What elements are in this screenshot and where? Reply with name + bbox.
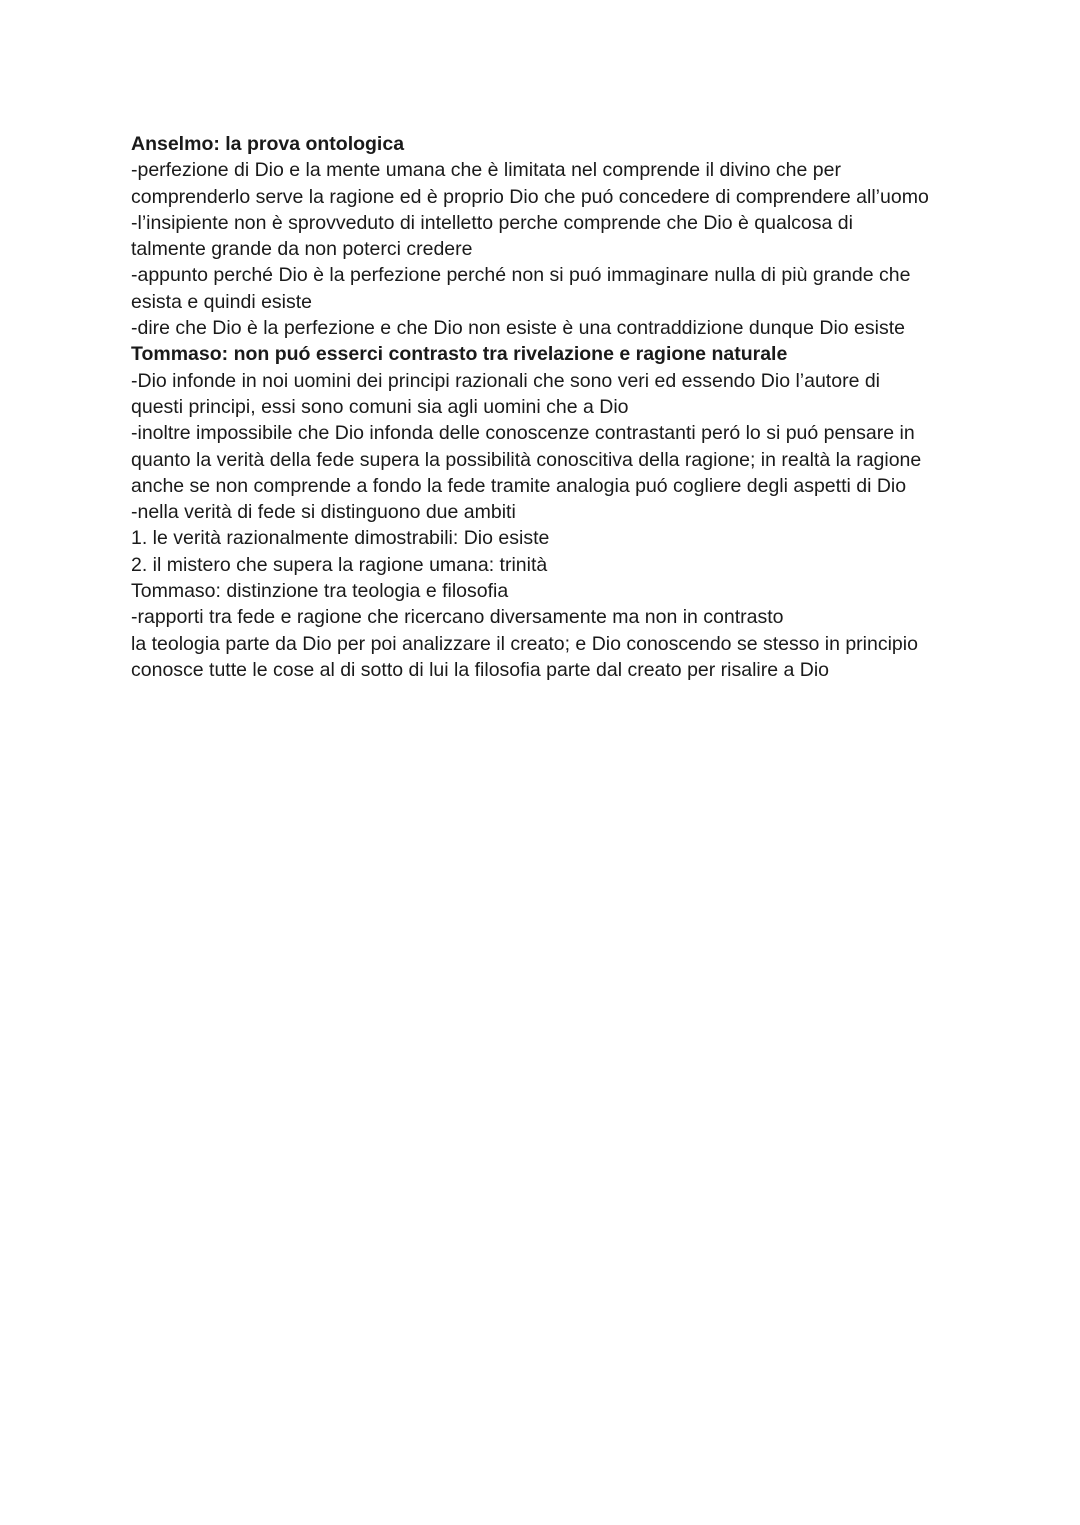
text-line: -Dio infonde in noi uomini dei principi razionali che sono veri ed essendo Dio l’autore di [131,369,881,392]
subheading-tommaso: Tommaso: distinzione tra teologia e filosofia [131,580,509,603]
text-line: -perfezione di Dio e la mente umana che è limitata nel comprende il divino che per [131,159,841,182]
list-item: 2. il mistero che supera la ragione umana: trinità [131,553,548,576]
text-line: questi principi, essi sono comuni sia agli uomini che a Dio [131,395,629,418]
text-line: anche se non comprende a fondo la fede tramite analogia puó cogliere degli aspetti di Dio [131,474,907,497]
text-line: -appunto perché Dio è la perfezione perché non si puó immaginare nulla di più grande che [131,264,911,287]
document-body [131,131,991,683]
text-line: -rapporti tra fede e ragione che ricercano diversamente ma non in contrasto [131,606,784,629]
text-line: -nella verità di fede si distinguono due ambiti [131,501,516,524]
heading-anselmo: Anselmo: la prova ontologica [131,133,405,155]
text-line: talmente grande da non poterci credere [131,238,473,261]
text-line: esista e quindi esiste [131,290,313,313]
text-line: -inoltre impossibile che Dio infonda delle conoscenze contrastanti peró lo si puó pensare in [131,422,915,445]
text-line: comprenderlo serve la ragione ed è proprio Dio che puó concedere di comprendere all’uomo [131,185,929,208]
list-item: 1. le verità razionalmente dimostrabili: Dio esiste [131,527,550,550]
text-line: -dire che Dio è la perfezione e che Dio non esiste è una contraddizione dunque Dio esiste [131,317,905,340]
heading-tommaso: Tommaso: non puó esserci contrasto tra rivelazione e ragione naturale [131,343,788,366]
text-line: -l’insipiente non è sprovveduto di intelletto perche comprende che Dio è qualcosa di [131,211,853,234]
text-line: conosce tutte le cose al di sotto di lui la filosofia parte dal creato per risalire a Dio [131,658,830,681]
text-line: quanto la verità della fede supera la possibilità conoscitiva della ragione; in realtà la ragione [131,448,922,471]
text-line: la teologia parte da Dio per poi analizzare il creato; e Dio conoscendo se stesso in principio [131,632,918,655]
